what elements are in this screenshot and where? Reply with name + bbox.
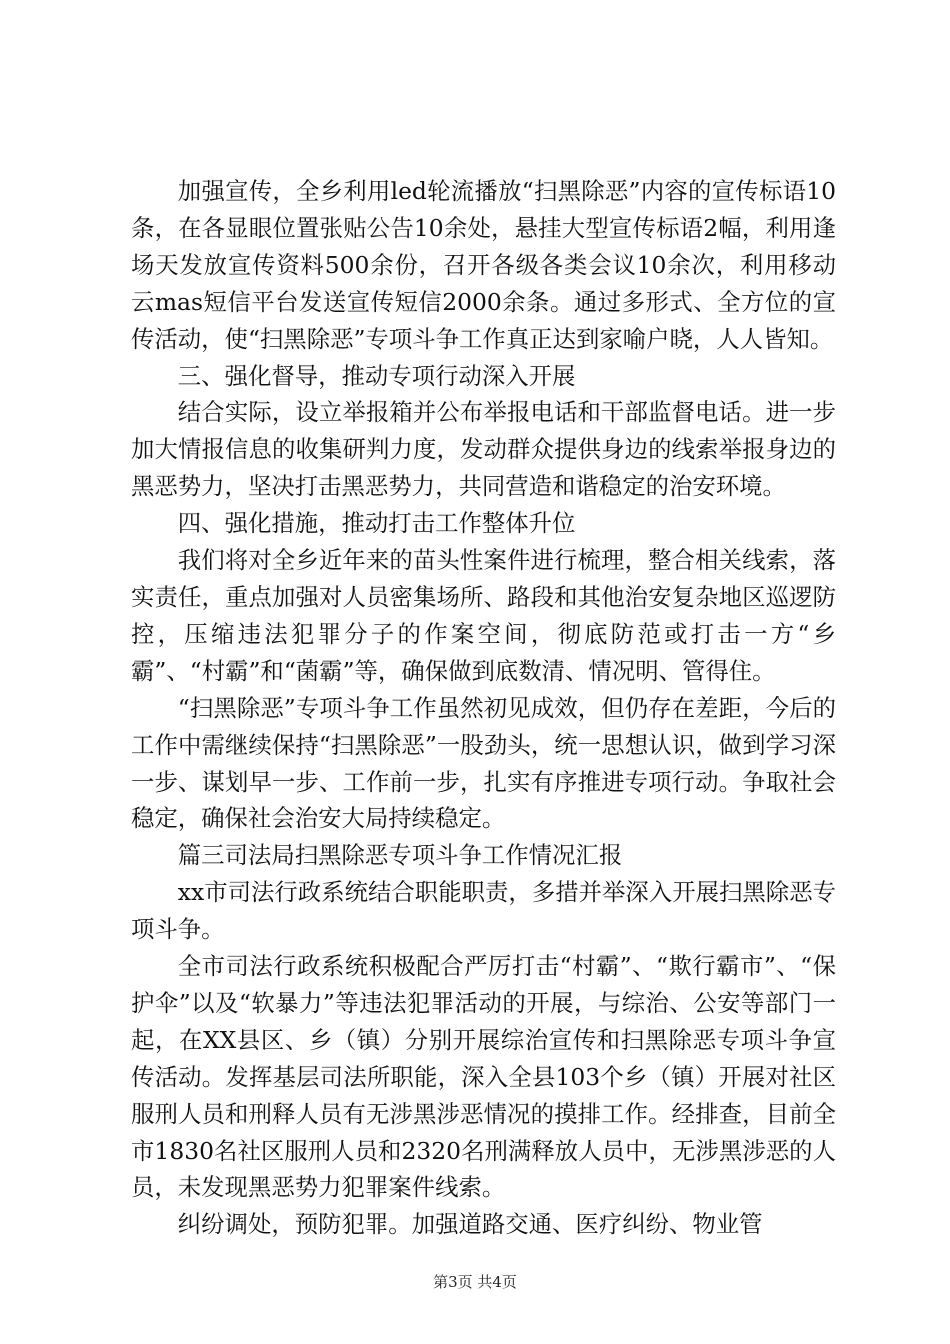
page-number-footer: 第3页 共4页 [433, 1273, 517, 1291]
paragraph-judicial-cooperation: 全市司法行政系统积极配合严厉打击“村霸”、“欺行霸市”、“保护伞”以及“软暴力”等违法犯罪活动的开展，与综治、公安等部门一起，在XX县区、乡（镇）分别开展综治宣传和扫黑除恶专项斗争宣传活动。发挥基层司法所职能，深入全县103个乡（镇）开展对社区服刑人员和刑释人员有无涉黑涉恶情况的摸排工作。经排查，目前全市1830名社区服刑人员和2320名刑满释放人员中，无涉黑涉恶的人员，未发现黑恶势力犯罪案件线索。 [131, 952, 836, 1202]
paragraph-report-box: 结合实际，设立举报箱并公布举报电话和干部监督电话。进一步加大情报信息的收集研判力度，发动群众提供身边的线索举报身边的黑恶势力，坚决打击黑恶势力，共同营造和谐稳定的治安环境。 [131, 398, 836, 501]
paragraph-dispute-mediation: 纠纷调处，预防犯罪。加强道路交通、医疗纠纷、物业管 [177, 1210, 763, 1239]
paragraph-publicity: 加强宣传，全乡利用led轮流播放“扫黑除恶”内容的宣传标语10条，在各显眼位置张贴公告10余处，悬挂大型宣传标语2幅，利用逢场天发放宣传资料500余份，召开各级各类会议10余次，利用移动云mas短信平台发送宣传短信2000余条。通过多形式、全方位的宣传活动，使“扫黑除恶”专项斗争工作真正达到家喻户晓，人人皆知。 [131, 177, 836, 353]
section-heading-measures: 四、强化措施，推动打击工作整体升位 [177, 509, 576, 538]
paragraph-case-review: 我们将对全乡近年来的苗头性案件进行梳理，整合相关线索，落实责任，重点加强对人员密集场所、路段和其他治安复杂地区巡逻防控，压缩违法犯罪分子的作案空间，彻底防范或打击一方“乡霸”、“村霸”和“菌霸”等，确保做到底数清、情况明、管得住。 [131, 546, 836, 685]
document-body [131, 173, 836, 1243]
paragraph-judicial-intro: xx市司法行政系统结合职能职责，多措并举深入开展扫黑除恶专项斗争。 [131, 878, 836, 944]
section-heading-supervision: 三、强化督导，推动专项行动深入开展 [177, 361, 576, 390]
section-heading-part-three: 篇三司法局扫黑除恶专项斗争工作情况汇报 [177, 841, 623, 870]
paragraph-summary: “扫黑除恶”专项斗争工作虽然初见成效，但仍存在差距，今后的工作中需继续保持“扫黑除恶”一股劲头，统一思想认识，做到学习深一步、谋划早一步、工作前一步，扎实有序推进专项行动。争取社会稳定，确保社会治安大局持续稳定。 [131, 693, 836, 833]
